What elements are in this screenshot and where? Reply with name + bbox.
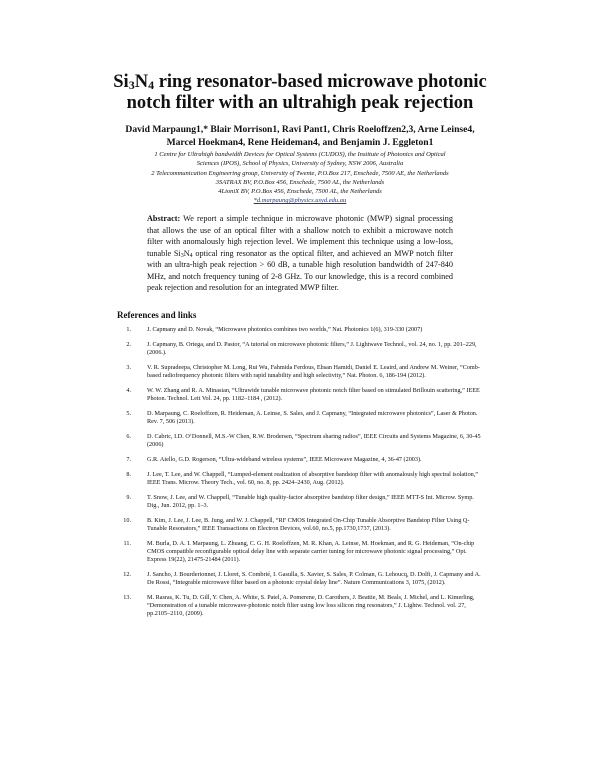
reference-item — [117, 410, 487, 426]
abstract-text: We report a simple technique in microwave photonic (MWP) signal processing that allows the use of an optical filter with a shallow notch to exhibit a microwave notch filter with anomalously high rejection level. We implement this technique using a low-loss, tunable Si — [147, 214, 453, 258]
reference-number: 11. — [123, 540, 131, 547]
paper-title — [90, 72, 510, 114]
reference-number: 4. — [126, 387, 131, 394]
affiliation-line: 1 Centre for Ultrahigh bandwidth Devices for Optical Systems (CUDOS), the Institute of Photonics and Optical — [154, 151, 446, 158]
reference-number: 2. — [126, 341, 131, 348]
abstract-text: optical ring resonator as the optical filter, and achieved an MWP notch filter with an ultra-high peak rejection > 60 dB, a tunable high resolution bandwidth of 247-840 MHz, and notch frequency tuning of 2-8 GHz. To our knowledge, this is a record combined peak rejection and resolution for an integrated MWP filter. — [147, 248, 453, 292]
reference-text: V. R. Supradeepa, Christopher M. Long, Rui Wu, Fahmida Ferdous, Ehsan Hamidi, Daniel E. Leaird, and Andrew M. Weiner, “Comb-based radiofrequency photonic filters with rapid tunability and high selectivity,” Nat. Photon. 6, 186-194 (2012). — [147, 364, 480, 379]
reference-item — [117, 571, 487, 587]
title-text: notch filter with an ultrahigh peak rejection — [126, 93, 474, 113]
reference-text: D. Cabric, I.D. O’Donnell, M.S.-W Chen, R.W. Brodersen, “Spectrum sharing radios”, IEEE Circuits and Systems Magazine, 6, 30-45 (2006) — [147, 433, 481, 448]
reference-number: 8. — [126, 471, 131, 478]
author-line: David Marpaung1,* Blair Morrison1, Ravi Pant1, Chris Roeloffzen2,3, Arne Leinse4, — [125, 124, 475, 135]
abstract-text: N — [183, 248, 190, 258]
reference-item — [117, 341, 487, 357]
reference-item — [117, 364, 487, 380]
reference-text: M. Rasras, K. Tu, D. Gill, Y. Chen, A. White, S. Patel, A. Pomerene, D. Carothers, J. Beattie, M. Beals, J. Michel, and L. Kimerling, “Demonstration of a tunable microwave-photonic notch filter using low loss silicon ring resonators,” J. Lightw. Technol. vol. 27, pp.2105–2110, (2009). — [147, 594, 475, 617]
reference-number: 10. — [123, 517, 131, 524]
abstract — [147, 213, 453, 294]
reference-item — [117, 433, 487, 449]
references-heading: References and links — [117, 310, 197, 320]
reference-item — [117, 494, 487, 510]
author-list — [80, 123, 520, 149]
reference-text: J. Capmany and D. Novak, “Microwave photonics combines two worlds,” Nat. Photonics 1(6), 319-330 (2007) — [147, 326, 423, 333]
reference-list — [117, 326, 487, 625]
contact-email-link[interactable]: *d.marpaung@physics.usyd.edu.au — [253, 197, 347, 205]
author-line: Marcel Hoekman4, Rene Heideman4, and Benjamin J. Eggleton1 — [166, 137, 434, 148]
reference-text: J. Lee, T. Lee, and W. Chappell, “Lumped-element realization of absorptive bandstop filter with anomalously high spectral isolation,” IEEE Trans. Microw. Theory Tech., vol. 60, no. 8, pp. 2424–2430, Aug. (2012). — [147, 471, 479, 486]
reference-number: 6. — [126, 433, 131, 440]
reference-text: J. Capmany, B. Ortega, and D. Pastor, “A tutorial on microwave photonic filters,” J. Lightwave Technol., vol. 24, no. 1, pp. 201–229, (2006.). — [147, 341, 477, 356]
title-subscript: 4 — [148, 78, 155, 92]
reference-text: G.R. Aiello, G.D. Rogerson, “Ultra-wideband wireless systems”, IEEE Microwave Magazine, 4, 36-47 (2003). — [147, 456, 422, 463]
title-text: Si — [113, 72, 129, 92]
reference-item — [117, 540, 487, 564]
reference-number: 3. — [126, 364, 131, 371]
affiliation-line: 3SATRAX BV, P.O.Box 456, Enschede, 7500 AL, the Netherlands — [215, 178, 385, 186]
reference-number: 9. — [126, 494, 131, 501]
reference-number: 13. — [123, 594, 131, 601]
reference-text: T. Snow, J. Lee, and W. Chappell, “Tunable high quality-factor absorptive bandstop filter design,” IEEE MTT-S Int. Microw. Symp. Dig., Jun. 2012, pp. 1–3. — [147, 494, 474, 509]
title-subscript: 3 — [128, 78, 135, 92]
abstract-subscript: 3 — [180, 252, 184, 259]
reference-item — [117, 471, 487, 487]
title-text: ring resonator-based microwave photonic — [154, 72, 487, 92]
reference-number: 1. — [126, 326, 131, 333]
reference-item — [117, 594, 487, 618]
reference-text: W. W. Zhang and R. A. Minasian, “Ultrawide tunable microwave photonic notch filter based on stimulated Brillouin scattering,” IEEE Photon. Technol. Lett Vol. 24, pp. 1182–1184 , (2012). — [147, 387, 480, 402]
reference-number: 12. — [123, 571, 131, 578]
affiliation-line: 2 Telecommunication Engineering group, University of Twente, P.O.Box 217, Enschede, 7500 AE, the Netherlands — [151, 169, 449, 177]
abstract-label: Abstract: — [147, 214, 181, 223]
affiliation-line: 4LioniX BV, P.O.Box 456, Enschede, 7500 AL, the Netherlands — [218, 188, 382, 196]
reference-number: 7. — [126, 456, 131, 463]
reference-text: M. Burla, D. A. I. Marpaung, L. Zhuang, C. G. H. Roeloffzen, M. R. Khan, A. Leinse, M. Hoekman, and R. G. Heideman, “On-chip CMOS compatible reconfigurable optical delay line with separate carrier tuning for microwave photonic signal processing,” Opt. Express 19(22), 21475-21484 (2011). — [147, 540, 475, 563]
abstract-subscript: 4 — [189, 252, 193, 259]
reference-item — [117, 517, 487, 533]
affiliations — [60, 150, 540, 206]
title-text: N — [134, 72, 149, 92]
reference-text: J. Sancho, J. Bourderionnet, J. Lloret, S. Combrié, I. Gasulla, S. Xavier, S. Sales, P. Colman, G. Lehoucq, D. Dolfi, J. Capmany and A. De Rossi, “Integrable microwave filter based on a photonic crystal delay line”. Nature Communications 3, 1075, (2012). — [147, 571, 481, 586]
reference-item — [117, 456, 487, 464]
reference-text: B. Kim, J. Lee, J. Lee, B. Jung, and W. J. Chappell, “RF CMOS Integrated On-Chip Tunable Absorptive Bandstop Filter Using Q-Tunable Resonators,” IEEE Transactions on Electron Devices, vol.60, no.5, pp.1730,1737, (2013). — [147, 517, 470, 532]
reference-text: D. Marpaung, C. Roeloffzen, R. Heideman, A. Leinse, S. Sales, and J. Capmany, “Integrated microwave photonics”, Laser & Photon. Rev. 7, 506 (2013). — [147, 410, 478, 425]
reference-item — [117, 387, 487, 403]
affiliation-line: Sciences (IPOS), School of Physics, University of Sydney, NSW 2006, Australia — [196, 160, 404, 168]
reference-number: 5. — [126, 410, 131, 417]
reference-item — [117, 326, 487, 334]
